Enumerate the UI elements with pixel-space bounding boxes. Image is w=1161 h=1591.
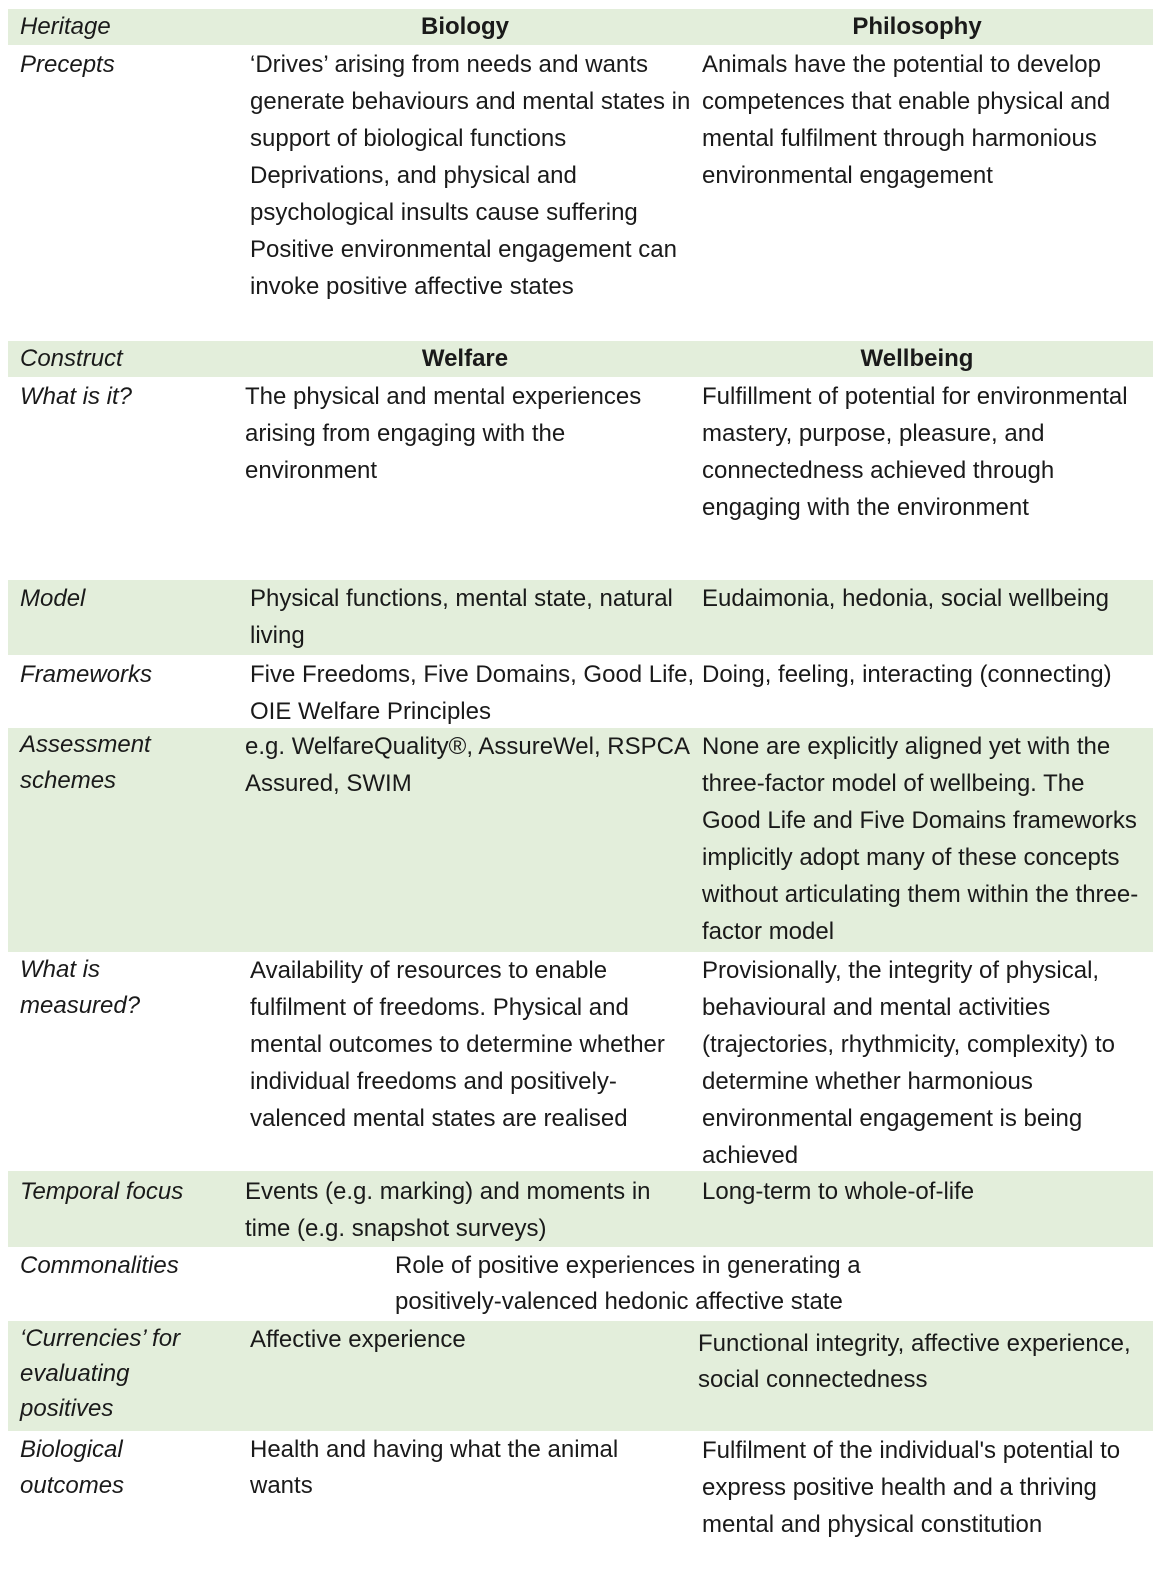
row-label: Construct: [20, 345, 123, 372]
biology-cell: Health and having what the animal wants: [250, 1436, 619, 1499]
table-row-assessment-schemes: [8, 728, 1153, 952]
table-row-currencies: [8, 1321, 1153, 1431]
table-row-temporal-focus: [8, 1171, 1153, 1247]
row-label: Biological outcomes: [20, 1436, 125, 1499]
biology-cell: Five Freedoms, Five Domains, Good Life, OIE Welfare Principles: [250, 661, 695, 725]
row-label: Frameworks: [20, 661, 153, 688]
biology-cell: Affective experience: [250, 1326, 466, 1353]
column-header-biology: Biology: [421, 13, 509, 40]
row-label: Heritage: [20, 13, 111, 40]
table-row-frameworks: [8, 655, 1153, 728]
philosophy-cell: Doing, feeling, interacting (connecting): [702, 661, 1112, 688]
row-label: ‘Currencies’ for evaluating positives: [20, 1325, 181, 1422]
table-row-biological-outcomes: [8, 1431, 1153, 1591]
shared-cell: Role of positive experiences in generating a positively-valenced hedonic affective state: [395, 1252, 861, 1315]
philosophy-cell: Long-term to whole-of-life: [702, 1178, 975, 1205]
biology-cell: Availability of resources to enable fulfilment of freedoms. Physical and mental outcomes to determine whether individual freedoms and positively-valenced mental states are realised: [250, 957, 665, 1132]
philosophy-cell: Animals have the potential to develop competences that enable physical and mental fulfilment through harmonious environmental engagement: [702, 51, 1111, 189]
philosophy-cell: Fulfilment of the individual's potential to express positive health and a thriving mental and physical constitution: [702, 1437, 1121, 1538]
table-row-what-is-it: [8, 377, 1153, 580]
row-label: Temporal focus: [20, 1178, 184, 1205]
philosophy-cell: Fulfillment of potential for environmental mastery, purpose, pleasure, and connectedness achieved through engaging with the environment: [702, 383, 1128, 521]
philosophy-cell: Provisionally, the integrity of physical, behavioural and mental activities (trajectories, rhythmicity, complexity) to determine whether harmonious environmental engagement is being achieved: [702, 957, 1115, 1169]
biology-cell: Physical functions, mental state, natural living: [250, 585, 673, 649]
row-label: Model: [20, 585, 86, 612]
row-label: Commonalities: [20, 1252, 179, 1279]
row-label: Assessment schemes: [20, 731, 151, 794]
row-label: What is measured?: [20, 956, 141, 1019]
philosophy-cell: Eudaimonia, hedonia, social wellbeing: [702, 585, 1109, 612]
comparison-table: [8, 9, 1153, 1591]
column-header-wellbeing: Wellbeing: [860, 345, 974, 372]
row-label: Precepts: [20, 51, 115, 78]
header-row-construct: [8, 341, 1153, 377]
philosophy-cell: None are explicitly aligned yet with the three-factor model of wellbeing. The Good Life and Five Domains frameworks implicitly adopt many of these concepts without articulating them within the three-factor model: [702, 733, 1139, 945]
table-row-what-is-measured: [8, 952, 1153, 1171]
row-label: What is it?: [20, 383, 133, 410]
biology-cell: ‘Drives’ arising from needs and wants generate behaviours and mental states in support of biological functions Deprivations, and physical and psychological insults cause suffering Positive environmental engagement can invoke positive affective states: [250, 51, 691, 300]
header-row-heritage: [8, 9, 1153, 45]
column-header-welfare: Welfare: [421, 345, 509, 372]
biology-cell: The physical and mental experiences arising from engaging with the environment: [245, 383, 642, 484]
table-row-model: [8, 580, 1153, 655]
biology-cell: Events (e.g. marking) and moments in time (e.g. snapshot surveys): [245, 1178, 651, 1242]
philosophy-cell: Functional integrity, affective experience, social connectedness: [698, 1330, 1131, 1393]
table-row-commonalities: [8, 1247, 1153, 1321]
table-row-precepts: [8, 45, 1153, 341]
column-header-philosophy: Philosophy: [852, 13, 982, 40]
biology-cell: e.g. WelfareQuality®, AssureWel, RSPCA Assured, SWIM: [245, 733, 689, 797]
